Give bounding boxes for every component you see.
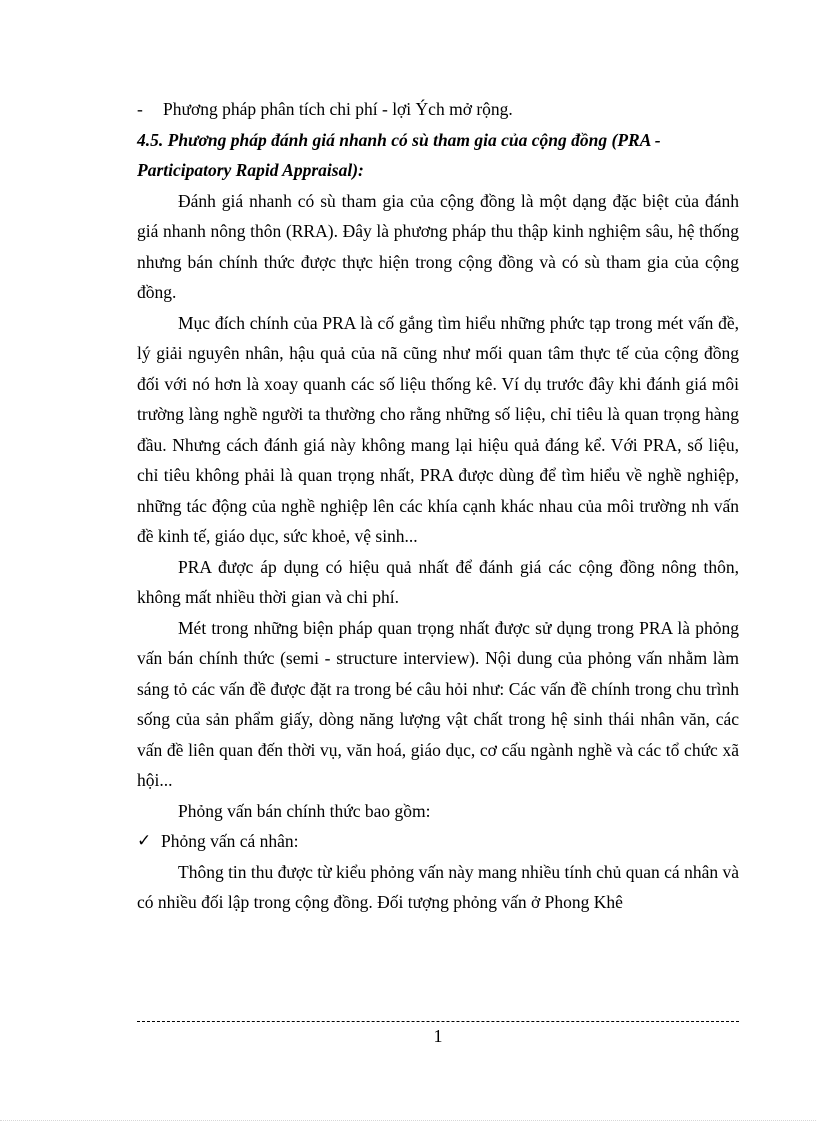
checkmark-icon: ✓ xyxy=(137,831,152,851)
checklist-item xyxy=(137,826,739,857)
checklist-item-text: Phỏng vấn cá nhân: xyxy=(161,831,299,851)
footer-divider xyxy=(137,1021,739,1022)
bullet-item xyxy=(137,94,739,125)
paragraph-6: Thông tin thu được từ kiểu phỏng vấn này mang nhiều tính chủ quan cá nhân và có nhiều đối lập trong cộng đồng. Đối tượng phỏng vấn ở Phong Khê xyxy=(137,861,739,912)
page-number: 1 xyxy=(433,1026,443,1046)
paragraph-3: PRA được áp dụng có hiệu quả nhất để đánh giá các cộng đồng nông thôn, không mất nhiều thời gian và chi phí. xyxy=(137,556,739,607)
page-bottom-edge xyxy=(0,1120,816,1121)
paragraph-4: Mét trong những biện pháp quan trọng nhất được sử dụng trong PRA là phỏng vấn bán chính thức (semi - structure interview). Nội dung của phỏng vấn nhằm làm sáng tỏ các vấn đề được đặt ra trong bé câu hỏi như: Các vấn đề chính trong chu trình sống của sản phẩm giấy, dòng năng lượng vật chất trong hệ sinh thái nhân văn, các vấn đề liên quan đến thời vụ, văn hoá, giáo dục, cơ cấu ngành nghề và các tổ chức xã hội... xyxy=(137,617,739,790)
bullet-text: Phương pháp phân tích chi phí - lợi Ých mở rộng. xyxy=(163,99,513,119)
paragraph-5: Phỏng vấn bán chính thức bao gồm: xyxy=(178,800,431,821)
document-body xyxy=(137,94,739,918)
paragraph-2: Mục đích chính của PRA là cố gắng tìm hiểu những phức tạp trong mét vấn đề, lý giải nguyên nhân, hậu quả của nã cũng như mối quan tâm thực tế của cộng đồng đối với nó hơn là xoay quanh các số liệu thống kê. Ví dụ trước đây khi đánh giá môi trường làng nghề người ta thường cho rằng những số liệu, chỉ tiêu là quan trọng hàng đầu. Nhưng cách đánh giá này không mang lại hiệu quả đáng kể. Với PRA, số liệu, chỉ tiêu không phải là quan trọng nhất, PRA được dùng để tìm hiểu về nghề nghiệp, những tác động của nghề nghiệp lên các khía cạnh khác nhau của môi trường nh vấn đề kinh tế, giáo dục, sức khoẻ, vệ sinh... xyxy=(137,312,739,546)
paragraph-1: Đánh giá nhanh có sù tham gia của cộng đồng là một dạng đặc biệt của đánh giá nhanh nông thôn (RRA). Đây là phương pháp thu thập kinh nghiệm sâu, hệ thống nhưng bán chính thức được thực hiện trong cộng đồng và có sù tham gia của cộng đồng. xyxy=(137,190,739,302)
dash-bullet: - xyxy=(137,99,143,119)
section-heading: 4.5. Phương pháp đánh giá nhanh có sù tham gia của cộng đồng (PRA - Participatory Rapid Appraisal): xyxy=(137,129,661,180)
